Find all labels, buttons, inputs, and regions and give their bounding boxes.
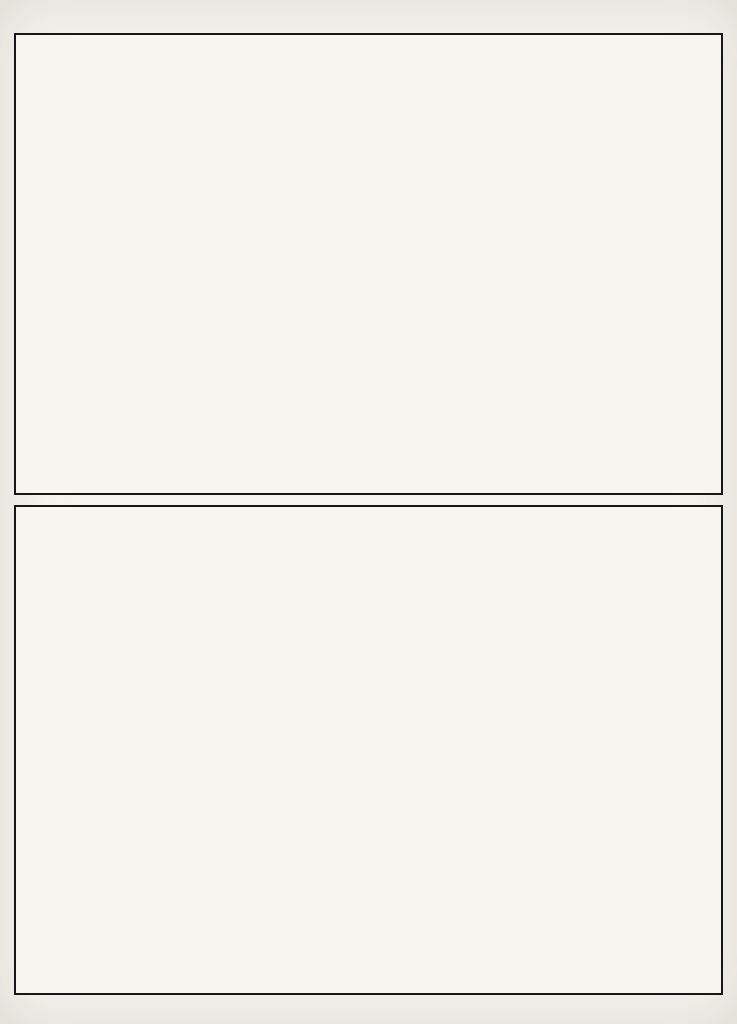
roster-tables	[14, 33, 723, 995]
roster-table-top	[14, 33, 723, 495]
roster-table-bottom	[14, 505, 723, 995]
